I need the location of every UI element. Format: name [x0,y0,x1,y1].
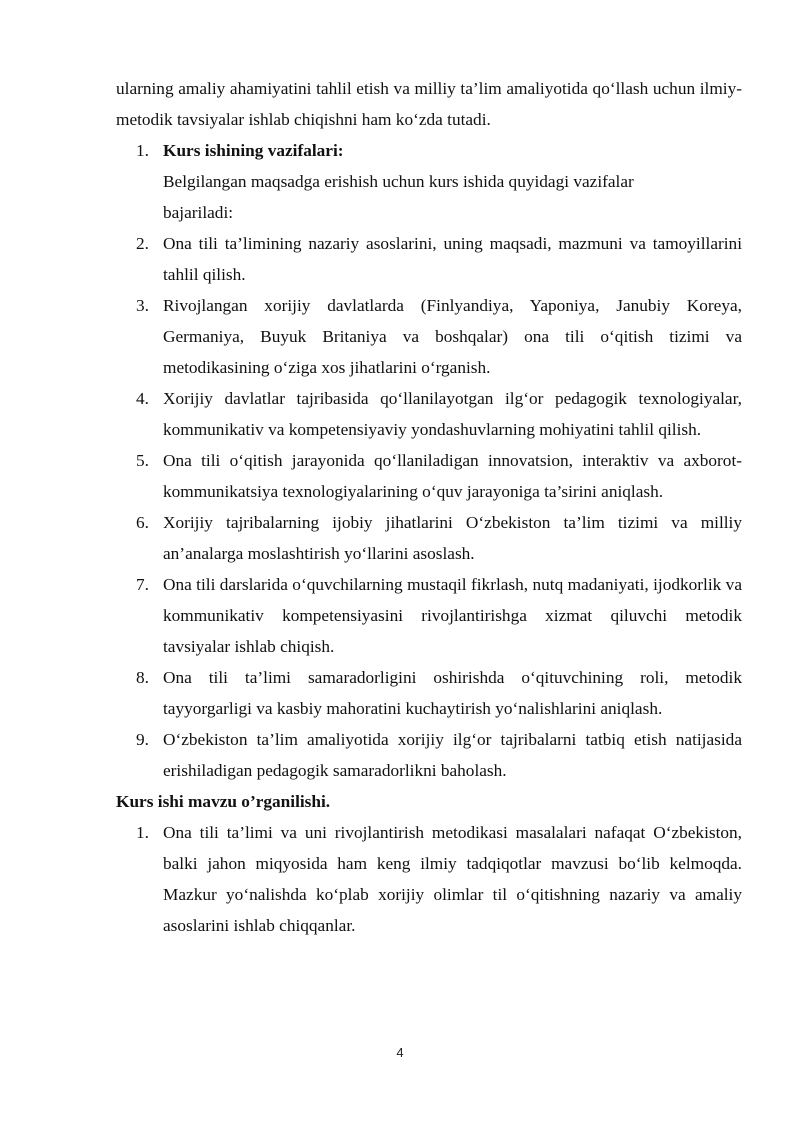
list-item-number: 7. [136,575,149,594]
list-item-number: 1. [136,823,149,842]
list-item-number: 4. [136,389,149,408]
tasks-intro-text: Belgilangan maqsadga erishish uchun kurs ishida quyidagi vazifalar bajariladi: [163,172,634,222]
list-item [116,228,742,290]
study-heading: Kurs ishi mavzu o’rganilishi. [116,792,331,811]
list-item-text: Xorijiy davlatlar tajribasida qo‘llanilayotgan ilg‘or pedagogik texnologiyalar, kommunikativ va kompetensiyaviy yondashuvlarning mohiyatini tahlil qilish. [163,389,742,439]
list-item [116,817,742,941]
list-item-number: 6. [136,513,149,532]
list-item-text: O‘zbekiston ta’lim amaliyotida xorijiy ilg‘or tajribalarni tatbiq etish natijasida erishiladigan pedagogik samaradorlikni baholash. [163,730,742,780]
tasks-heading: Kurs ishining vazifalari: [163,141,344,160]
intro-paragraph: ularning amaliy ahamiyatini tahlil etish va milliy ta’lim amaliyotida qo‘llash uchun ilmiy-metodik tavsiyalar ishlab chiqishni ham ko‘zda tutadi. [116,79,742,129]
list-item-number: 8. [136,668,149,687]
list-item [116,507,742,569]
list-item [116,383,742,445]
list-item-number: 2. [136,234,149,253]
list-item-number: 3. [136,296,149,315]
list-item-text: Ona tili darslarida o‘quvchilarning mustaqil fikrlash, nutq madaniyati, ijodkorlik va kommunikativ kompetensiyasini rivojlantirishga xizmat qiluvchi metodik tavsiyalar ishlab chiqish. [163,575,742,656]
list-item-text: Ona tili ta’limining nazariy asoslarini, uning maqsadi, mazmuni va tamoyillarini tahlil qilish. [163,234,742,284]
tasks-list [116,135,742,166]
list-item-number: 9. [136,730,149,749]
study-list [116,817,742,941]
list-item-text: Ona tili ta’limi samaradorligini oshirishda o‘qituvchining roli, metodik tayyorgarligi va kasbiy mahoratini kuchaytirish yo‘nalishlarini aniqlash. [163,668,742,718]
list-item [116,724,742,786]
document-page [116,73,742,941]
list-item [116,445,742,507]
list-item-text: Ona tili ta’limi va uni rivojlantirish metodikasi masalalari nafaqat O‘zbekiston, balki jahon miqyosida ham keng ilmiy tadqiqotlar mavzusi bo‘lib kelmoqda. Mazkur yo‘nalishda ko‘plab xorijiy olimlar til o‘qitishning nazariy va amaliy asoslarini ishlab chiqqanlar. [163,823,742,935]
tasks-list-continued [116,228,742,786]
list-item-text: Ona tili o‘qitish jarayonida qo‘llaniladigan innovatsion, interaktiv va axborot-kommunikatsiya texnologiyalarining o‘quv jarayoniga ta’sirini aniqlash. [163,451,742,501]
page-number: 4 [396,1045,404,1060]
list-item-text: Xorijiy tajribalarning ijobiy jihatlarini O‘zbekiston ta’lim tizimi va milliy an’analarga moslashtirish yo‘llarini asoslash. [163,513,742,563]
list-item [116,662,742,724]
list-item [116,569,742,662]
list-item [116,135,742,166]
list-item-number: 1. [136,141,149,160]
list-item-number: 5. [136,451,149,470]
list-item [116,290,742,383]
list-item-text: Rivojlangan xorijiy davlatlarda (Finlyandiya, Yaponiya, Janubiy Koreya, Germaniya, Buyuk Britaniya va boshqalar) ona tili o‘qitish tizimi va metodikasining o‘ziga xos jihatlarini o‘rganish. [163,296,742,377]
